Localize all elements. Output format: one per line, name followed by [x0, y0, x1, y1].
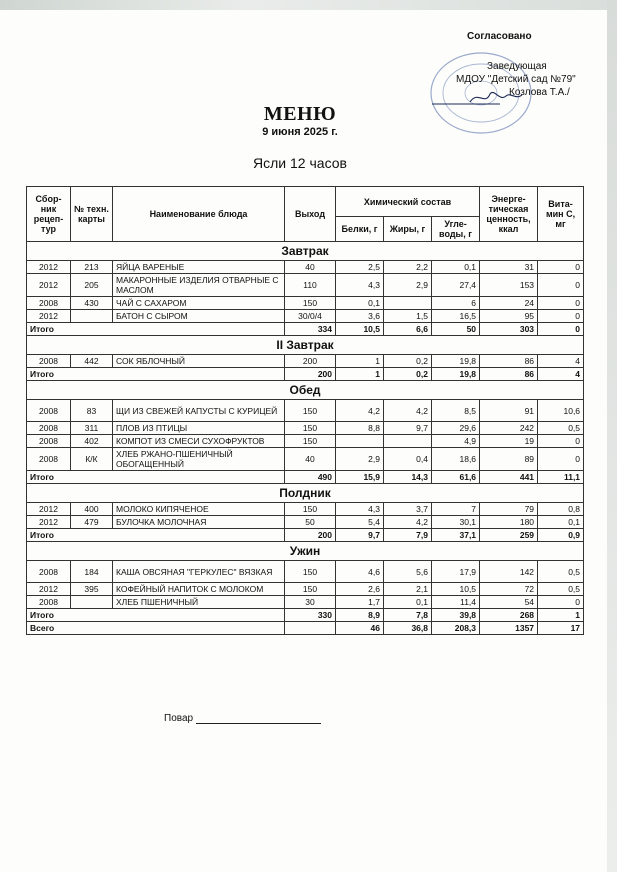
cell-energy: 89	[480, 448, 538, 471]
total-fat: 6,6	[384, 323, 432, 336]
header-energy: Энерге-тическая ценность, ккал	[480, 187, 538, 242]
cell-sbornik: 2008	[27, 400, 71, 422]
cell-vitamin: 0	[538, 297, 584, 310]
total-energy: 268	[480, 609, 538, 622]
total-output: 490	[285, 471, 336, 484]
table-row	[27, 355, 584, 368]
total-carbs: 37,1	[432, 529, 480, 542]
scan-edge-top	[0, 0, 617, 10]
cell-vitamin: 0	[538, 435, 584, 448]
cell-output: 150	[285, 435, 336, 448]
cell-protein: 2,9	[336, 448, 384, 471]
cell-dish-name: МАКАРОННЫЕ ИЗДЕЛИЯ ОТВАРНЫЕ С МАСЛОМ	[113, 274, 285, 297]
cell-dish-name: БАТОН С СЫРОМ	[113, 310, 285, 323]
cell-fat	[384, 297, 432, 310]
cell-output: 50	[285, 516, 336, 529]
cell-carbs: 11,4	[432, 596, 480, 609]
cell-energy: 24	[480, 297, 538, 310]
total-vitamin: 1	[538, 609, 584, 622]
cell-fat: 0,1	[384, 596, 432, 609]
cell-tech: К/К	[71, 448, 113, 471]
cell-carbs: 10,5	[432, 583, 480, 596]
group-name: Ясли 12 часов	[253, 155, 347, 171]
cell-fat	[384, 435, 432, 448]
cell-energy: 180	[480, 516, 538, 529]
total-carbs: 19,8	[432, 368, 480, 381]
cell-carbs: 7	[432, 503, 480, 516]
cell-vitamin: 10,6	[538, 400, 584, 422]
cell-carbs: 6	[432, 297, 480, 310]
cell-energy: 242	[480, 422, 538, 435]
grand-total-label: Всего	[27, 622, 285, 635]
cook-label: Повар	[164, 713, 194, 724]
cell-dish-name: КАША ОВСЯНАЯ "ГЕРКУЛЕС" ВЯЗКАЯ	[113, 561, 285, 583]
cell-tech: 83	[71, 400, 113, 422]
cell-sbornik: 2012	[27, 261, 71, 274]
menu-date: 9 июня 2025 г.	[262, 126, 338, 138]
grand-total-protein: 46	[336, 622, 384, 635]
table-row	[27, 516, 584, 529]
cell-output: 30/0/4	[285, 310, 336, 323]
cell-fat: 3,7	[384, 503, 432, 516]
cell-vitamin: 0	[538, 310, 584, 323]
total-carbs: 50	[432, 323, 480, 336]
cell-carbs: 19,8	[432, 355, 480, 368]
cell-protein: 4,6	[336, 561, 384, 583]
cell-dish-name: КОМПОТ ИЗ СМЕСИ СУХОФРУКТОВ	[113, 435, 285, 448]
page-title: МЕНЮ	[263, 103, 337, 125]
cell-sbornik: 2012	[27, 583, 71, 596]
approval-org: МДОУ "Детский сад №79"	[456, 74, 576, 85]
cell-vitamin: 0,1	[538, 516, 584, 529]
cell-protein: 2,5	[336, 261, 384, 274]
cell-vitamin: 0,5	[538, 583, 584, 596]
cell-fat: 2,2	[384, 261, 432, 274]
approval-person: Козлова Т.А./	[509, 87, 570, 98]
grand-total-vitamin: 17	[538, 622, 584, 635]
table-row	[27, 261, 584, 274]
cell-vitamin: 0,5	[538, 422, 584, 435]
section-title: Полдник	[27, 484, 584, 503]
cell-energy: 153	[480, 274, 538, 297]
cell-vitamin: 0	[538, 448, 584, 471]
cell-carbs: 17,9	[432, 561, 480, 583]
total-vitamin: 0,9	[538, 529, 584, 542]
total-protein: 9,7	[336, 529, 384, 542]
cell-dish-name: ЧАЙ С САХАРОМ	[113, 297, 285, 310]
cell-carbs: 16,5	[432, 310, 480, 323]
total-label: Итого	[27, 609, 285, 622]
cell-energy: 91	[480, 400, 538, 422]
total-energy: 303	[480, 323, 538, 336]
total-row	[27, 471, 584, 484]
table-row	[27, 297, 584, 310]
section-header-row	[27, 242, 584, 261]
cell-vitamin: 0	[538, 261, 584, 274]
cell-sbornik: 2012	[27, 516, 71, 529]
cell-fat: 0,4	[384, 448, 432, 471]
cell-protein: 4,3	[336, 503, 384, 516]
cell-carbs: 30,1	[432, 516, 480, 529]
cell-energy: 95	[480, 310, 538, 323]
approval-role: Заведующая	[487, 61, 547, 72]
header-carbs: Угле-воды, г	[432, 217, 480, 242]
cell-protein: 4,3	[336, 274, 384, 297]
cell-dish-name: КОФЕЙНЫЙ НАПИТОК С МОЛОКОМ	[113, 583, 285, 596]
cell-energy: 54	[480, 596, 538, 609]
cell-vitamin: 0	[538, 596, 584, 609]
cell-output: 150	[285, 583, 336, 596]
table-row	[27, 448, 584, 471]
cell-protein: 5,4	[336, 516, 384, 529]
total-protein: 15,9	[336, 471, 384, 484]
total-label: Итого	[27, 323, 285, 336]
total-carbs: 39,8	[432, 609, 480, 622]
cell-sbornik: 2012	[27, 503, 71, 516]
cell-output: 150	[285, 561, 336, 583]
cell-energy: 31	[480, 261, 538, 274]
cell-output: 150	[285, 503, 336, 516]
cell-protein: 8,8	[336, 422, 384, 435]
cell-sbornik: 2008	[27, 297, 71, 310]
total-fat: 0,2	[384, 368, 432, 381]
cell-fat: 5,6	[384, 561, 432, 583]
cell-fat: 4,2	[384, 516, 432, 529]
cell-tech: 400	[71, 503, 113, 516]
total-protein: 1	[336, 368, 384, 381]
cell-tech	[71, 596, 113, 609]
cell-sbornik: 2012	[27, 274, 71, 297]
table-row	[27, 400, 584, 422]
total-vitamin: 0	[538, 323, 584, 336]
cell-protein: 0,1	[336, 297, 384, 310]
cell-fat: 9,7	[384, 422, 432, 435]
cell-output: 200	[285, 355, 336, 368]
cell-tech: 205	[71, 274, 113, 297]
table-row	[27, 310, 584, 323]
cell-output: 30	[285, 596, 336, 609]
header-chem: Химический состав	[336, 187, 480, 217]
cell-fat: 2,1	[384, 583, 432, 596]
table-row	[27, 561, 584, 583]
cook-signature-line	[196, 723, 321, 724]
cell-vitamin: 0	[538, 274, 584, 297]
cell-dish-name: ЩИ ИЗ СВЕЖЕЙ КАПУСТЫ С КУРИЦЕЙ	[113, 400, 285, 422]
cell-tech: 184	[71, 561, 113, 583]
cell-tech: 311	[71, 422, 113, 435]
header-sbornik: Сбор-ник рецеп-тур	[27, 187, 71, 242]
cell-sbornik: 2012	[27, 310, 71, 323]
table-row	[27, 435, 584, 448]
menu-body	[27, 242, 584, 635]
cell-fat: 1,5	[384, 310, 432, 323]
grand-total-row	[27, 622, 584, 635]
cell-output: 150	[285, 400, 336, 422]
total-output: 330	[285, 609, 336, 622]
total-row	[27, 368, 584, 381]
cell-carbs: 29,6	[432, 422, 480, 435]
cell-tech	[71, 310, 113, 323]
cell-dish-name: ХЛЕБ РЖАНО-ПШЕНИЧНЫЙ ОБОГАЩЕННЫЙ	[113, 448, 285, 471]
cell-dish-name: ПЛОВ ИЗ ПТИЦЫ	[113, 422, 285, 435]
cell-energy: 72	[480, 583, 538, 596]
cell-sbornik: 2008	[27, 596, 71, 609]
cell-protein: 2,6	[336, 583, 384, 596]
cell-tech: 442	[71, 355, 113, 368]
header-output: Выход	[285, 187, 336, 242]
total-label: Итого	[27, 471, 285, 484]
cell-protein	[336, 435, 384, 448]
cell-energy: 79	[480, 503, 538, 516]
section-title: Завтрак	[27, 242, 584, 261]
total-output: 200	[285, 529, 336, 542]
cell-dish-name: СОК ЯБЛОЧНЫЙ	[113, 355, 285, 368]
cell-sbornik: 2008	[27, 448, 71, 471]
total-label: Итого	[27, 368, 285, 381]
cell-carbs: 4,9	[432, 435, 480, 448]
header-name: Наименование блюда	[113, 187, 285, 242]
grand-total-fat: 36,8	[384, 622, 432, 635]
cell-fat: 2,9	[384, 274, 432, 297]
cell-tech: 430	[71, 297, 113, 310]
section-header-row	[27, 484, 584, 503]
cell-vitamin: 0,5	[538, 561, 584, 583]
cell-energy: 142	[480, 561, 538, 583]
header-tech: № техн. карты	[71, 187, 113, 242]
header-vitamin: Вита-мин С, мг	[538, 187, 584, 242]
total-fat: 7,8	[384, 609, 432, 622]
total-energy: 86	[480, 368, 538, 381]
cell-vitamin: 0,8	[538, 503, 584, 516]
cell-carbs: 8,5	[432, 400, 480, 422]
table-row	[27, 583, 584, 596]
section-title: Ужин	[27, 542, 584, 561]
total-protein: 8,9	[336, 609, 384, 622]
section-title: II Завтрак	[27, 336, 584, 355]
cell-sbornik: 2008	[27, 422, 71, 435]
header-protein: Белки, г	[336, 217, 384, 242]
cell-sbornik: 2008	[27, 355, 71, 368]
cell-tech: 402	[71, 435, 113, 448]
cell-dish-name: ХЛЕБ ПШЕНИЧНЫЙ	[113, 596, 285, 609]
table-row	[27, 596, 584, 609]
total-row	[27, 323, 584, 336]
cell-fat: 4,2	[384, 400, 432, 422]
cell-fat: 0,2	[384, 355, 432, 368]
section-header-row	[27, 542, 584, 561]
cell-carbs: 18,6	[432, 448, 480, 471]
cell-output: 150	[285, 422, 336, 435]
total-fat: 14,3	[384, 471, 432, 484]
section-header-row	[27, 336, 584, 355]
total-label: Итого	[27, 529, 285, 542]
cell-output: 150	[285, 297, 336, 310]
cell-sbornik: 2008	[27, 561, 71, 583]
cell-protein: 1	[336, 355, 384, 368]
cell-carbs: 27,4	[432, 274, 480, 297]
cell-tech: 395	[71, 583, 113, 596]
cell-vitamin: 4	[538, 355, 584, 368]
cell-output: 40	[285, 261, 336, 274]
section-title: Обед	[27, 381, 584, 400]
cell-sbornik: 2008	[27, 435, 71, 448]
total-row	[27, 609, 584, 622]
grand-total-carbs: 208,3	[432, 622, 480, 635]
cell-energy: 86	[480, 355, 538, 368]
cell-dish-name: БУЛОЧКА МОЛОЧНАЯ	[113, 516, 285, 529]
table-row	[27, 503, 584, 516]
total-vitamin: 4	[538, 368, 584, 381]
cell-tech: 479	[71, 516, 113, 529]
total-protein: 10,5	[336, 323, 384, 336]
cell-output: 40	[285, 448, 336, 471]
cell-tech: 213	[71, 261, 113, 274]
total-energy: 441	[480, 471, 538, 484]
cell-protein: 3,6	[336, 310, 384, 323]
header-fat: Жиры, г	[384, 217, 432, 242]
total-fat: 7,9	[384, 529, 432, 542]
approval-agreed: Согласовано	[467, 31, 532, 42]
cell-output: 110	[285, 274, 336, 297]
grand-total-output	[285, 622, 336, 635]
cell-energy: 19	[480, 435, 538, 448]
grand-total-energy: 1357	[480, 622, 538, 635]
cell-dish-name: МОЛОКО КИПЯЧЕНОЕ	[113, 503, 285, 516]
cell-carbs: 0,1	[432, 261, 480, 274]
total-row	[27, 529, 584, 542]
total-vitamin: 11,1	[538, 471, 584, 484]
scan-edge-right	[607, 0, 617, 872]
total-output: 200	[285, 368, 336, 381]
cell-dish-name: ЯЙЦА ВАРЕНЫЕ	[113, 261, 285, 274]
total-carbs: 61,6	[432, 471, 480, 484]
table-row	[27, 274, 584, 297]
section-header-row	[27, 381, 584, 400]
cell-protein: 1,7	[336, 596, 384, 609]
menu-table	[26, 186, 584, 635]
total-energy: 259	[480, 529, 538, 542]
table-row	[27, 422, 584, 435]
cell-protein: 4,2	[336, 400, 384, 422]
total-output: 334	[285, 323, 336, 336]
